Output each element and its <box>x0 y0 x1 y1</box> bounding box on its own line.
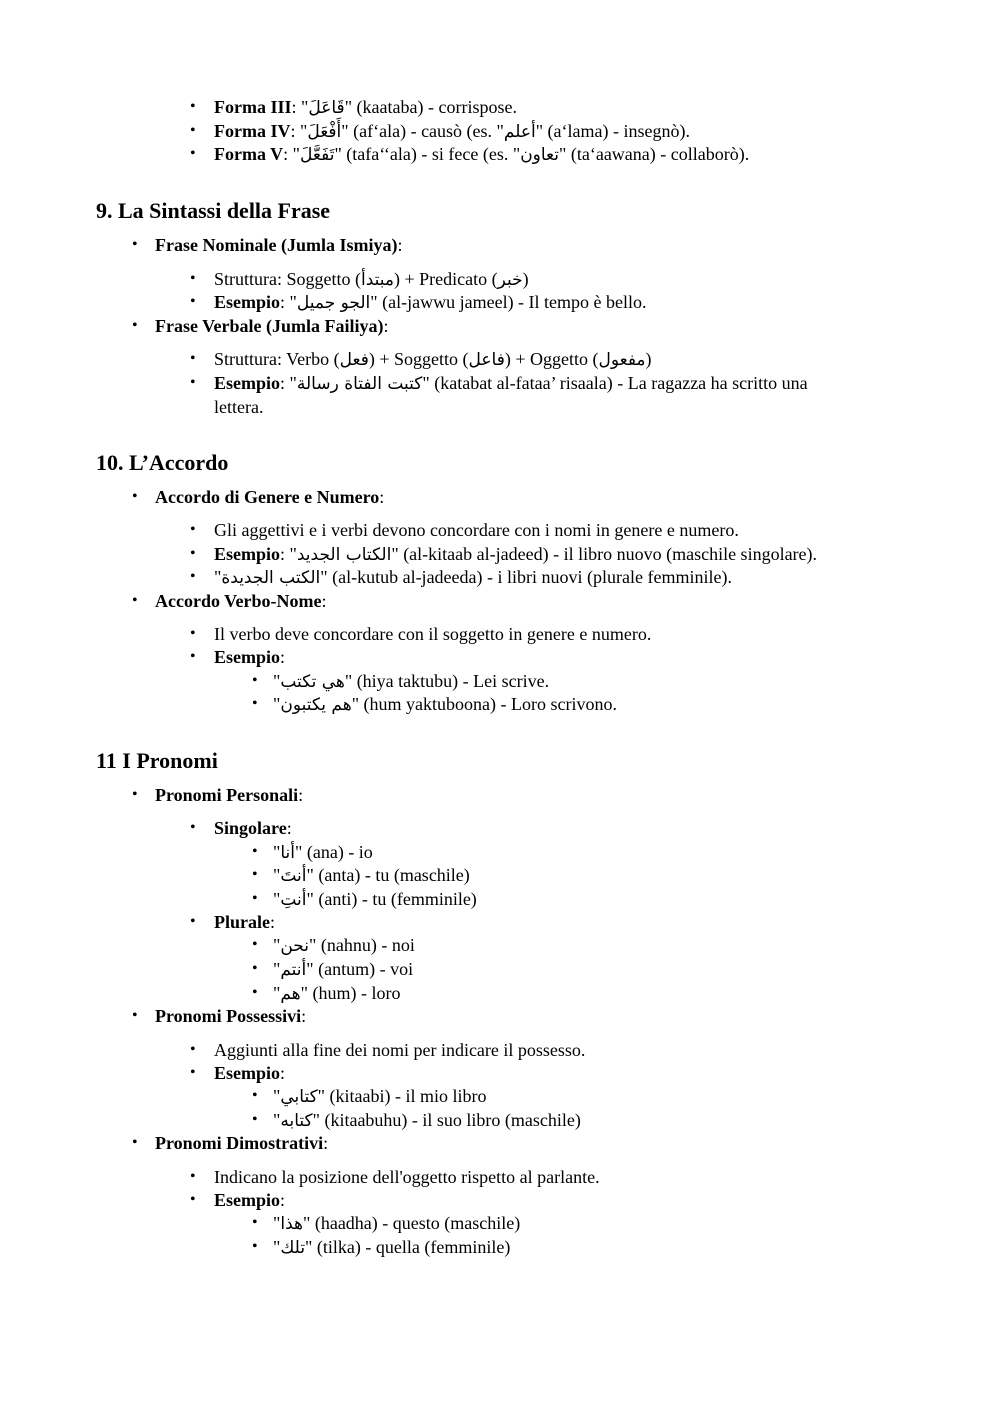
bullet: • <box>132 786 138 803</box>
bullet: • <box>252 984 258 1001</box>
bullet: • <box>190 913 196 930</box>
list-item-forma-v: Forma V: "تَفَعَّلَ" (tafa‘‘ala) - si fece (es. "تعاون" (ta‘aawana) - collaborò). <box>214 144 750 165</box>
arabic-text: أنا <box>280 843 295 863</box>
list-item-pronomi-personali: Pronomi Personali: <box>155 785 304 805</box>
list-item: "أنتم" (antum) - voi <box>273 959 414 980</box>
arabic-text: هم يكتبون <box>280 695 352 715</box>
bullet: • <box>252 672 258 689</box>
arabic-text: أنتم <box>280 960 307 980</box>
arabic-text: الكتب الجديدة <box>221 568 321 588</box>
bullet: • <box>132 1007 138 1024</box>
arabic-text: أنتِ <box>280 890 307 910</box>
arabic-text: أعلم <box>503 122 536 142</box>
list-item: "نحن" (nahnu) - noi <box>273 935 415 956</box>
bullet: • <box>190 350 196 367</box>
arabic-text: فاعل <box>468 350 505 370</box>
arabic-text: كتابي <box>280 1087 318 1107</box>
bullet: • <box>190 648 196 665</box>
list-item-esempio: Esempio: "كتبت الفتاة رسالة" (katabat al-fataa’ risaala) - La ragazza ha scritto una <box>214 373 808 394</box>
form-label: Forma V <box>214 144 284 164</box>
bullet: • <box>190 568 196 585</box>
list-item-frase-nominale: Frase Nominale (Jumla Ismiya): <box>155 235 403 255</box>
list-item: "تلك" (tilka) - quella (femminile) <box>273 1237 511 1258</box>
bullet: • <box>252 843 258 860</box>
list-item-text: Aggiunti alla fine dei nomi per indicare il possesso. <box>214 1040 586 1060</box>
arabic-text: قَاعَلَ <box>308 98 345 118</box>
bullet: • <box>252 695 258 712</box>
bullet: • <box>190 1041 196 1058</box>
bullet: • <box>190 98 196 115</box>
bullet: • <box>252 866 258 883</box>
bullet: • <box>190 270 196 287</box>
arabic-text: الكتاب الجديد <box>296 545 392 565</box>
arabic-text: أَفْعَلَ <box>307 122 342 142</box>
arabic-text: فعل <box>339 350 369 370</box>
list-item: "أنا" (ana) - io <box>273 842 373 863</box>
list-item-accordo-genere: Accordo di Genere e Numero: <box>155 487 385 507</box>
list-item-text: Indicano la posizione dell'oggetto rispetto al parlante. <box>214 1167 600 1187</box>
arabic-text: أنتَ <box>280 866 307 886</box>
bullet: • <box>252 1111 258 1128</box>
arabic-text: كتابه <box>280 1111 313 1131</box>
bullet: • <box>190 819 196 836</box>
list-item: "هي تكتب" (hiya taktubu) - Lei scrive. <box>273 671 550 692</box>
bullet: • <box>252 890 258 907</box>
list-item-frase-verbale: Frase Verbale (Jumla Failiya): <box>155 316 389 336</box>
bullet: • <box>190 293 196 310</box>
list-item-pronomi-possessivi: Pronomi Possessivi: <box>155 1006 307 1026</box>
list-item-text: Gli aggettivi e i verbi devono concordare con i nomi in genere e numero. <box>214 520 739 540</box>
form-label: Forma IV <box>214 121 291 141</box>
arabic-text: هي تكتب <box>280 672 345 692</box>
list-item: "كتابه" (kitaabuhu) - il suo libro (maschile) <box>273 1110 581 1131</box>
list-item-esempio: Esempio: <box>214 647 286 667</box>
arabic-text: هم <box>280 984 301 1004</box>
section-heading-9: 9. La Sintassi della Frase <box>96 198 331 223</box>
list-item-esempio: Esempio: <box>214 1190 286 1210</box>
list-item: "أنتِ" (anti) - tu (femminile) <box>273 889 477 910</box>
list-item-continuation: lettera. <box>214 397 264 417</box>
bullet: • <box>132 317 138 334</box>
list-item-esempio: Esempio: <box>214 1063 286 1083</box>
bullet: • <box>132 1134 138 1151</box>
bullet: • <box>190 1168 196 1185</box>
bullet: • <box>252 1214 258 1231</box>
list-item-struttura: Struttura: Soggetto (مبتدأ) + Predicato (خبر) <box>214 269 529 290</box>
arabic-text: كتبت الفتاة رسالة <box>296 374 423 394</box>
arabic-text: تلك <box>280 1238 306 1258</box>
bullet: • <box>252 1087 258 1104</box>
list-item-text: Il verbo deve concordare con il soggetto in genere e numero. <box>214 624 652 644</box>
arabic-text: هذا <box>280 1214 303 1234</box>
list-item-forma-iii: Forma III: "قَاعَلَ" (kaataba) - corrispose. <box>214 97 517 118</box>
list-item: "هذا" (haadha) - questo (maschile) <box>273 1213 521 1234</box>
section-heading-10: 10. L’Accordo <box>96 450 229 475</box>
arabic-text: مبتدأ <box>361 270 395 290</box>
arabic-text: نحن <box>280 936 310 956</box>
list-item-plurale: Plurale: <box>214 912 276 932</box>
section-heading-11: 11 I Pronomi <box>96 748 218 773</box>
bullet: • <box>252 960 258 977</box>
list-item-forma-iv: Forma IV: "أَفْعَلَ" (af‘ala) - causò (es. "أعلم" (a‘lama) - insegnò). <box>214 121 690 142</box>
list-item-esempio: Esempio: "الكتاب الجديد" (al-kitaab al-jadeed) - il libro nuovo (maschile singolare). <box>214 544 818 565</box>
arabic-text: الجو جميل <box>296 293 371 313</box>
bullet: • <box>190 1064 196 1081</box>
list-item-plural: "الكتب الجديدة" (al-kutub al-jadeeda) - i libri nuovi (plurale femminile). <box>214 567 732 588</box>
list-item-accordo-verbo: Accordo Verbo-Nome: <box>155 591 327 611</box>
list-item-pronomi-dimostrativi: Pronomi Dimostrativi: <box>155 1133 329 1153</box>
bullet: • <box>190 1191 196 1208</box>
list-item: "كتابي" (kitaabi) - il mio libro <box>273 1086 487 1107</box>
arabic-text: خبر <box>497 270 523 290</box>
bullet: • <box>190 122 196 139</box>
bullet: • <box>132 488 138 505</box>
list-item-esempio: Esempio: "الجو جميل" (al-jawwu jameel) - Il tempo è bello. <box>214 292 647 313</box>
bullet: • <box>252 1238 258 1255</box>
bullet: • <box>190 374 196 391</box>
arabic-text: تعاون <box>520 145 559 165</box>
form-label: Forma III <box>214 97 292 117</box>
bullet: • <box>132 236 138 253</box>
arabic-text: تَفَعَّلَ <box>300 145 335 165</box>
bullet: • <box>190 545 196 562</box>
bullet: • <box>132 592 138 609</box>
list-item: "هم" (hum) - loro <box>273 983 401 1004</box>
bullet: • <box>190 521 196 538</box>
list-item: "هم يكتبون" (hum yaktuboona) - Loro scrivono. <box>273 694 617 715</box>
list-item-struttura: Struttura: Verbo (فعل) + Soggetto (فاعل) + Oggetto (مفعول) <box>214 349 652 370</box>
bullet: • <box>190 625 196 642</box>
arabic-text: مفعول <box>598 350 646 370</box>
bullet: • <box>190 145 196 162</box>
list-item: "أنتَ" (anta) - tu (maschile) <box>273 865 470 886</box>
bullet: • <box>252 936 258 953</box>
list-item-singolare: Singolare: <box>214 818 292 838</box>
